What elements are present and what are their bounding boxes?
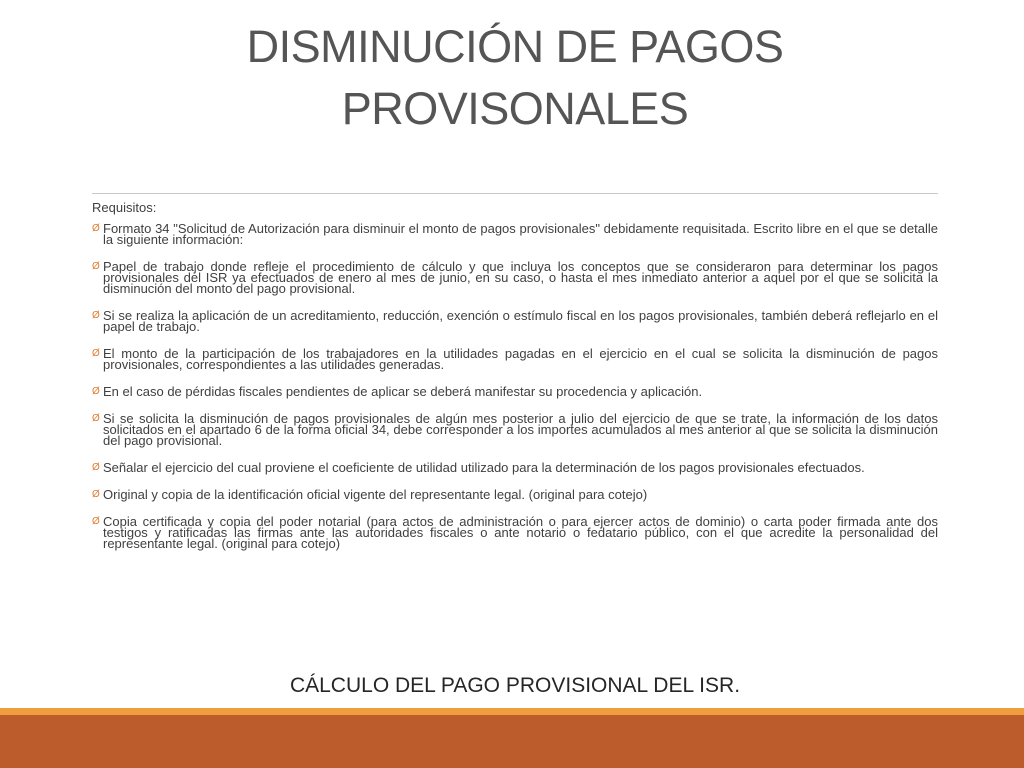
bullet-item	[92, 261, 938, 294]
bullet-item	[92, 348, 938, 370]
arrow-bullet-icon: Ø	[92, 489, 100, 500]
arrow-bullet-icon: Ø	[92, 261, 100, 272]
bullet-item	[92, 413, 938, 446]
bullet-text: Si se realiza la aplicación de un acreditamiento, reducción, exención o estímulo fiscal en los pagos provisionales, también deberá reflejarlo en el papel de trabajo.	[103, 308, 938, 334]
bullet-text: Formato 34 "Solicitud de Autorización para disminuir el monto de pagos provisionales" debidamente requisitada. Escrito libre en el que se detalle la siguiente información:	[103, 221, 938, 247]
bullet-item	[92, 386, 938, 397]
arrow-bullet-icon: Ø	[92, 462, 100, 473]
title-divider	[92, 193, 938, 194]
slide-content	[92, 200, 938, 565]
arrow-bullet-icon: Ø	[92, 348, 100, 359]
bullet-text: Copia certificada y copia del poder notarial (para actos de administración o para ejercer actos de dominio) o carta poder firmada ante dos testigos y ratificadas las firmas ante las autoridades fiscales o ante notario o fedatario público, con el que acredite la personalidad del representante legal. (original para cotejo)	[103, 514, 938, 551]
arrow-bullet-icon: Ø	[92, 310, 100, 321]
bullet-text: Papel de trabajo donde refleje el procedimiento de cálculo y que incluya los conceptos que se consideraron para determinar los pagos provisionales del ISR ya efectuados de enero al mes de junio, en su caso, o hasta el mes inmediato anterior a aquel por el que se solicita la disminución del monto del pago provisional.	[103, 259, 938, 296]
arrow-bullet-icon: Ø	[92, 516, 100, 527]
bullet-item	[92, 489, 938, 500]
slide-subtitle: CÁLCULO DEL PAGO PROVISIONAL DEL ISR.	[289, 674, 741, 697]
bullet-item	[92, 310, 938, 332]
arrow-bullet-icon: Ø	[92, 413, 100, 424]
bullet-text: El monto de la participación de los trabajadores en la utilidades pagadas en el ejercicio en el cual se solicita la disminución de pagos provisionales, correspondientes a las utilidades generadas.	[103, 346, 938, 372]
arrow-bullet-icon: Ø	[92, 386, 100, 397]
bullet-text: En el caso de pérdidas fiscales pendientes de aplicar se deberá manifestar su procedencia y aplicación.	[103, 384, 703, 399]
slide-title: DISMINUCIÓN DE PAGOS PROVISONALES	[246, 21, 784, 134]
bullet-item	[92, 516, 938, 549]
requisitos-label: Requisitos:	[92, 200, 157, 215]
footer-band	[0, 715, 1024, 768]
bullet-item	[92, 223, 938, 245]
arrow-bullet-icon: Ø	[92, 223, 100, 234]
bullet-text: Original y copia de la identificación oficial vigente del representante legal. (original para cotejo)	[103, 487, 648, 502]
footer-accent-stripe	[0, 708, 1024, 715]
bullet-item	[92, 462, 938, 473]
bullet-text: Señalar el ejercicio del cual proviene el coeficiente de utilidad utilizado para la determinación de los pagos provisionales efectuados.	[103, 460, 865, 475]
bullet-text: Si se solicita la disminución de pagos provisionales de algún mes posterior a julio del ejercicio de que se trate, la información de los datos solicitados en el apartado 6 de la forma oficial 34, debe corresponder a los importes acumulados al mes anterior al que se solicita la disminución del pago provisional.	[103, 411, 938, 448]
